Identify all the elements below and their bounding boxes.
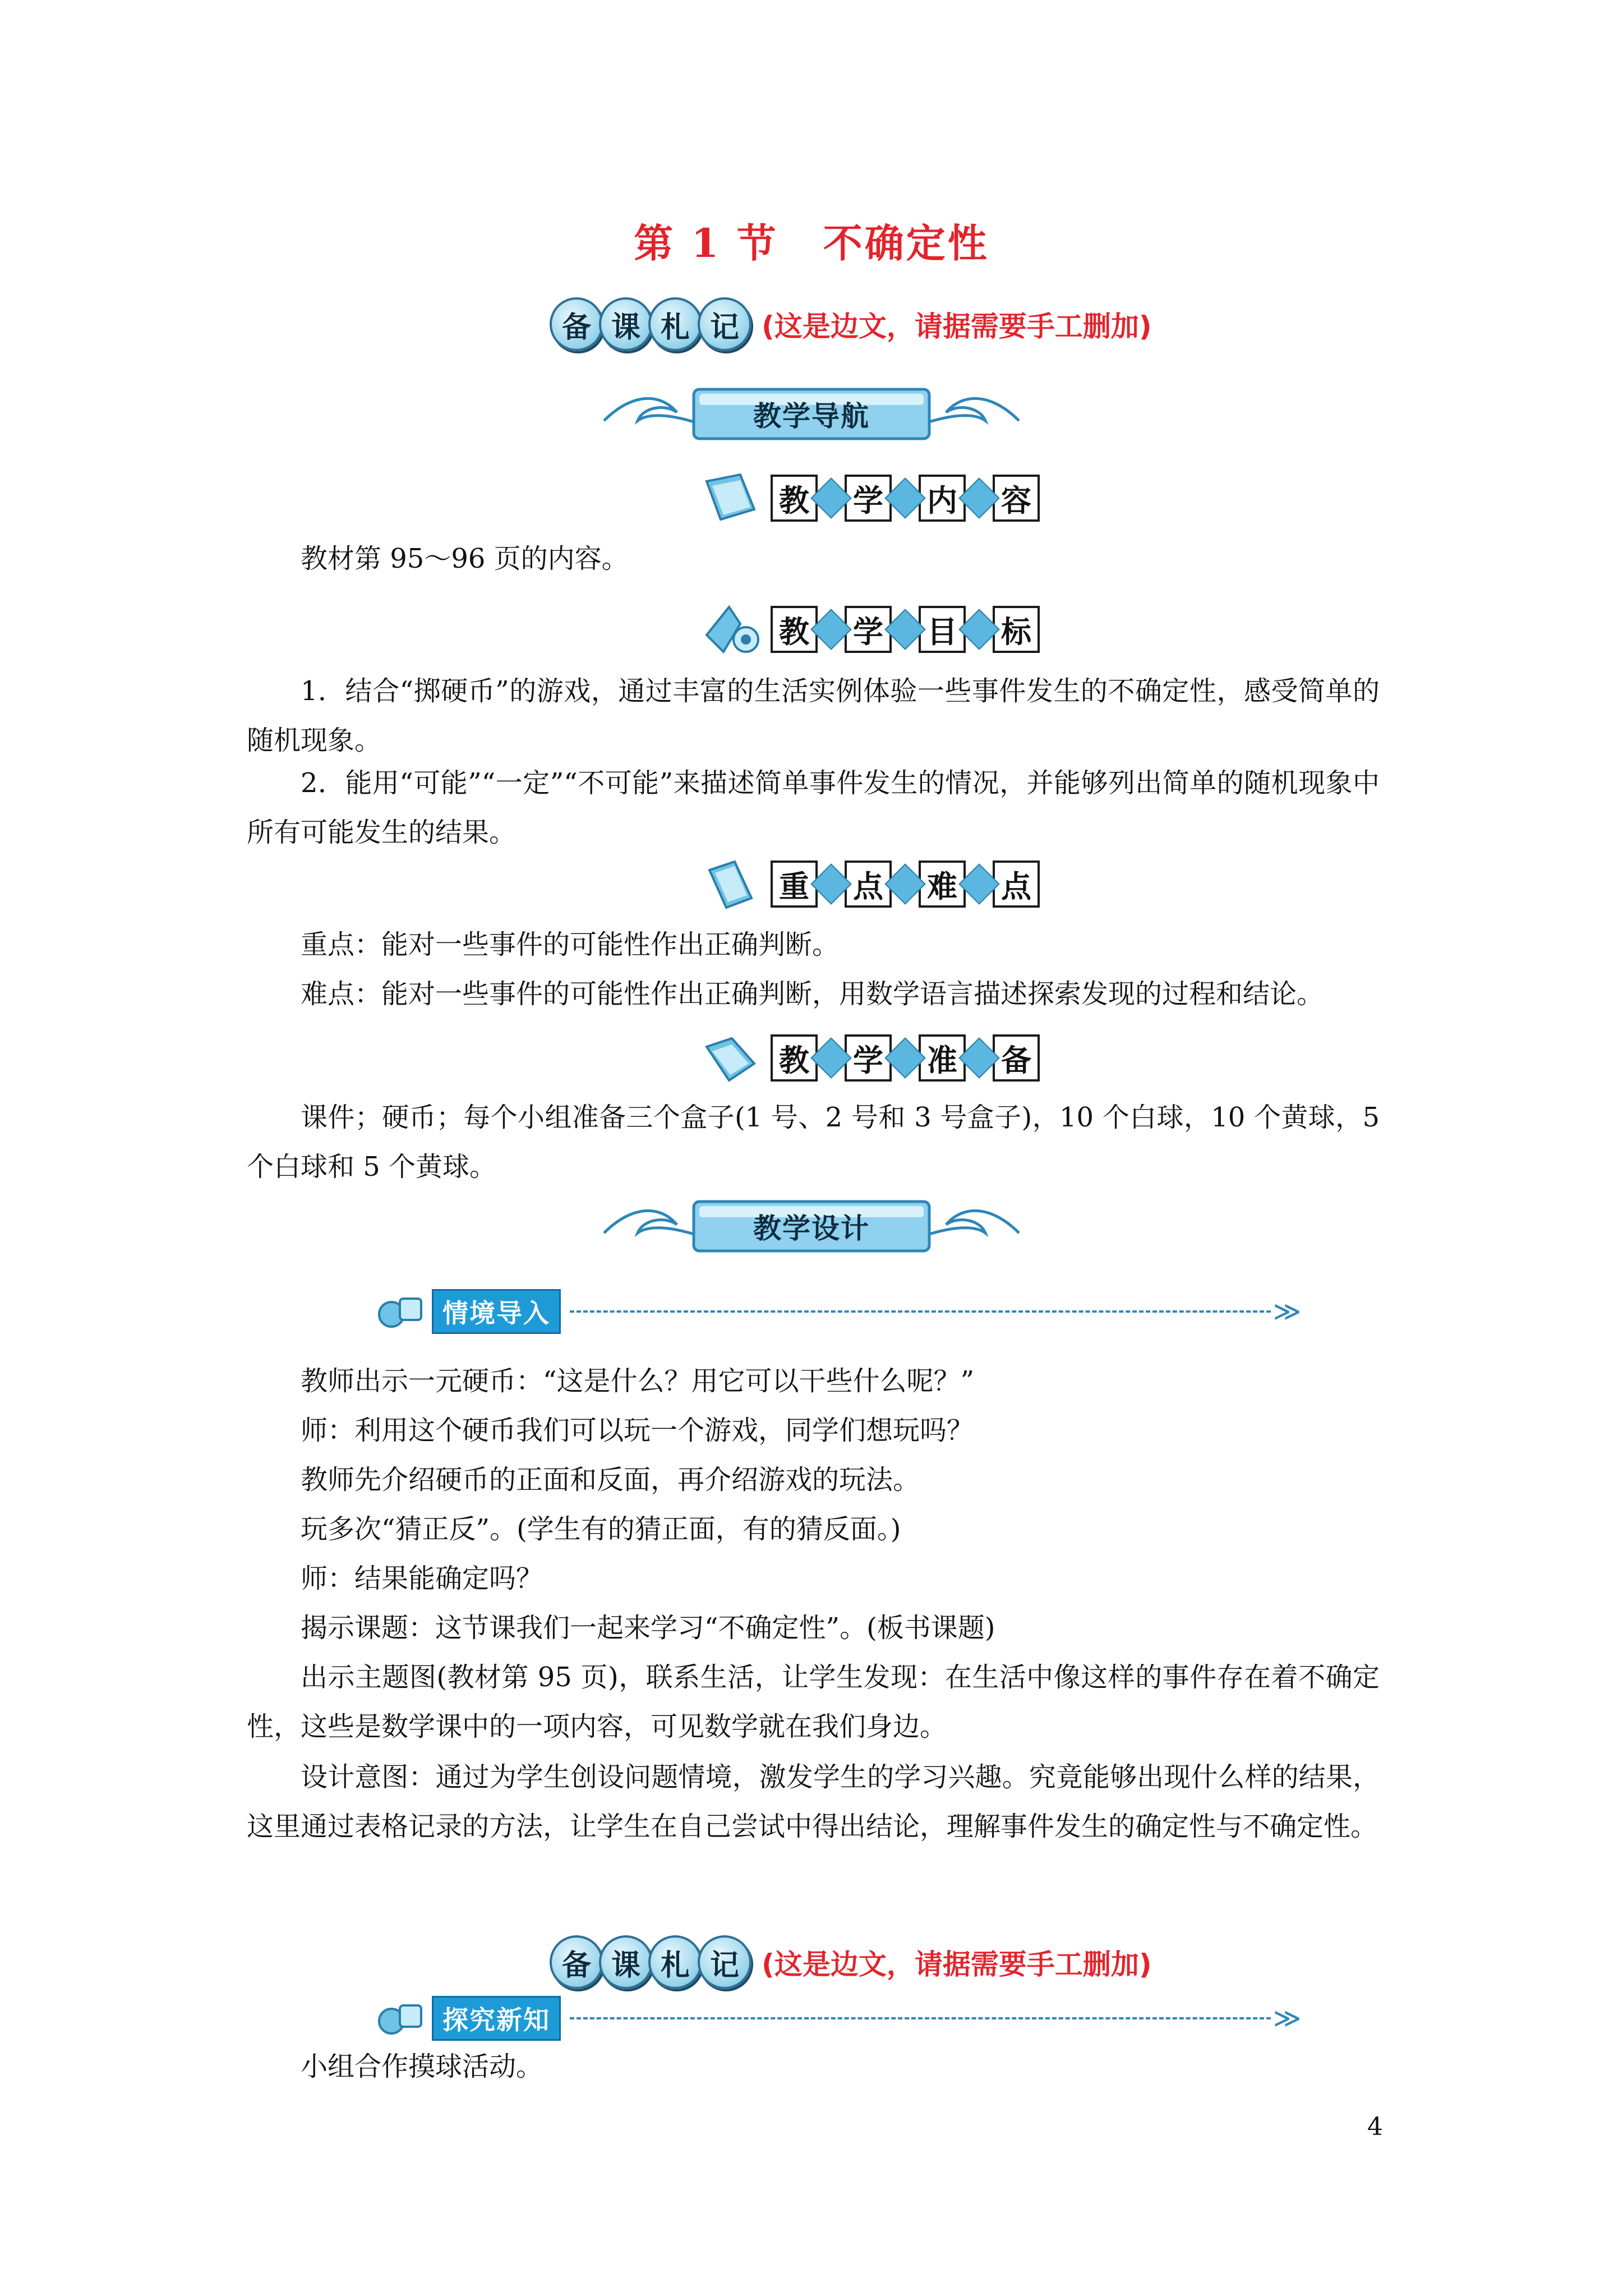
- folder-icon: [701, 1030, 763, 1086]
- dashed-line: [570, 1310, 1271, 1313]
- heading-char: 学: [845, 1034, 892, 1082]
- memo-char: 课: [599, 1935, 653, 1989]
- intro-line: 教师先介绍硬币的正面和反面，再介绍游戏的玩法。: [301, 1464, 920, 1496]
- page-title: [0, 212, 1623, 269]
- heading-char: 目: [919, 606, 966, 653]
- memo-char: 备: [550, 297, 603, 351]
- intro-line: 师：结果能确定吗？: [301, 1563, 543, 1594]
- memo-char: 记: [698, 1935, 751, 1989]
- double-arrow-icon: ≫: [1273, 2003, 1302, 2034]
- heading-char: 标: [993, 606, 1040, 653]
- subsection-tag: 情境导入: [432, 1289, 561, 1334]
- content-text: 教材第 95～96 页的内容。: [301, 543, 629, 574]
- banner-label: 教学导航: [753, 400, 870, 432]
- heading-key-points: [701, 856, 1040, 912]
- goal-item: 1．结合“掷硬币”的游戏，通过丰富的生活实例体验一些事件发生的不确定性，感受简单的随机现象。: [247, 675, 1380, 756]
- explore-text: 小组合作摸球活动。: [301, 2051, 543, 2082]
- section-number: 第 1 节: [634, 220, 778, 266]
- memo-char: 札: [648, 297, 702, 351]
- document-icon: [701, 856, 763, 912]
- target-icon: [701, 601, 763, 657]
- heading-teaching-content: [701, 470, 1040, 526]
- intro-line: 教师出示一元硬币：“这是什么？用它可以干些什么呢？”: [301, 1365, 975, 1397]
- section-name: 不确定性: [823, 220, 989, 266]
- memo-char: 备: [550, 1935, 603, 1989]
- memo-char: 课: [599, 297, 653, 351]
- page-number: 4: [1367, 2113, 1383, 2141]
- banner-label: 教学设计: [753, 1212, 870, 1245]
- heading-char: 教: [771, 606, 818, 653]
- intro-line: 玩多次“猜正反”。(学生有的猜正面，有的猜反面。): [301, 1513, 901, 1545]
- memo-note: (这是边文，请据需要手工删加): [762, 310, 1152, 343]
- heading-char: 备: [993, 1034, 1040, 1082]
- subsection-explore: [375, 1996, 1301, 2041]
- dashed-line: [570, 2017, 1271, 2019]
- memo-badge: [550, 1935, 747, 1989]
- heading-char: 重: [771, 861, 818, 908]
- heading-char: 学: [845, 475, 892, 522]
- heading-char: 教: [771, 1034, 818, 1082]
- double-arrow-icon: ≫: [1273, 1296, 1302, 1327]
- subsection-intro: [375, 1289, 1301, 1334]
- margin-note-header: [550, 1935, 1152, 1989]
- book-icon: [701, 470, 763, 526]
- margin-note-header: [550, 297, 1152, 351]
- heading-char: 点: [845, 861, 892, 908]
- heading-teaching-prep: [701, 1030, 1040, 1086]
- heading-char: 教: [771, 475, 818, 522]
- banner-teaching-nav: [598, 381, 1025, 449]
- memo-badge: [550, 297, 747, 351]
- heading-char: 内: [919, 475, 966, 522]
- scene-icon: [375, 1292, 425, 1331]
- intro-line: 揭示课题：这节课我们一起来学习“不确定性”。(板书课题): [301, 1612, 995, 1644]
- difficult-point-text: 难点：能对一些事件的可能性作出正确判断，用数学语言描述探索发现的过程和结论。: [301, 978, 1324, 1010]
- design-intent: 设计意图：通过为学生创设问题情境，激发学生的学习兴趣。究竟能够出现什么样的结果，这里通过表格记录的方法，让学生在自己尝试中得出结论，理解事件发生的确定性与不确定性。: [247, 1761, 1380, 1842]
- heading-char: 学: [845, 606, 892, 653]
- memo-note: (这是边文，请据需要手工删加): [762, 1948, 1152, 1981]
- heading-char: 准: [919, 1034, 966, 1082]
- key-point-text: 重点：能对一些事件的可能性作出正确判断。: [301, 929, 840, 960]
- explore-icon: [375, 1999, 425, 2038]
- memo-char: 记: [698, 297, 751, 351]
- intro-line: 师：利用这个硬币我们可以玩一个游戏，同学们想玩吗？: [301, 1415, 974, 1446]
- goal-item: 2．能用“可能”“一定”“不可能”来描述简单事件发生的情况，并能够列出简单的随机现象中所有可能发生的结果。: [247, 767, 1380, 848]
- memo-char: 札: [648, 1935, 702, 1989]
- prep-text: 课件；硬币；每个小组准备三个盒子(1 号、2 号和 3 号盒子)，10 个白球，10 个黄球，5 个白球和 5 个黄球。: [247, 1102, 1380, 1182]
- banner-teaching-design: [598, 1194, 1025, 1261]
- heading-teaching-goals: [701, 601, 1040, 657]
- subsection-tag: 探究新知: [432, 1996, 561, 2041]
- heading-char: 点: [993, 861, 1040, 908]
- heading-char: 难: [919, 861, 966, 908]
- heading-char: 容: [993, 475, 1040, 522]
- intro-line: 出示主题图(教材第 95 页)，联系生活，让学生发现：在生活中像这样的事件存在着不确定性，这些是数学课中的一项内容，可见数学就在我们身边。: [247, 1662, 1380, 1742]
